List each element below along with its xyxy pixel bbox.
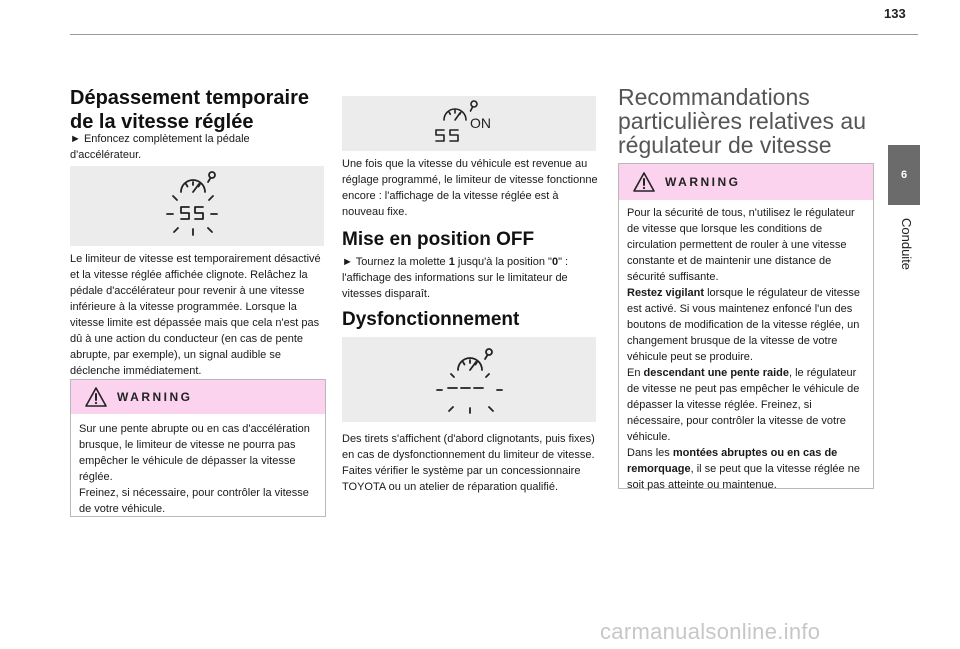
heading-off: Mise en position OFF bbox=[342, 229, 535, 250]
warning-triangle-icon bbox=[85, 387, 107, 407]
step-off: ► Tournez la molette 1 jusqu'à la position "0" : l'affichage des informations sur le limitateur de vitesses disparaît. bbox=[342, 256, 569, 300]
warning-climb-text: Dans les montées abruptes ou en cas de remorquage, il se peut que la vitesse réglée ne soit pas atteinte ou maintenue. bbox=[627, 447, 860, 491]
warning-safety-text: Pour la sécurité de tous, n'utilisez le régulateur de vitesse que lorsque les conditions de circulation permettent de rouler à une vitesse constante et de maintenir une distance de sécurité suffisante. bbox=[627, 207, 855, 283]
warning-vigilant-text: Restez vigilant lorsque le régulateur de vitesse est activé. Si vous maintenez enfoncé l'un des boutons de modification de la vitesse réglée, un changement brusque de la vitesse de votre véhicule peut se produire. bbox=[627, 287, 860, 363]
limiter-on-illustration bbox=[342, 96, 596, 151]
warning-box-cruise bbox=[618, 163, 874, 489]
heading-malfunction: Dysfonctionnement bbox=[342, 309, 520, 330]
step-accelerator: ► Enfoncez complètement la pédale d'accélérateur. bbox=[70, 133, 250, 161]
warning-title: WARNING bbox=[665, 175, 741, 189]
speed-limiter-fault-icon bbox=[409, 340, 529, 420]
body-override: Le limiteur de vitesse est temporairement désactivé et la vitesse réglée affichée clignote. Relâchez la pédale d'accélérateur pour revenir à une vitesse inférieure à la vitesse programmée. Lorsque la vitesse limite est dépassée mais que cela n'est pas dû à une action du conducteur (en cas de pente abrupte, par exemple), un signal audible se déclenche immédiatement. bbox=[70, 253, 321, 377]
warning-title: WARNING bbox=[117, 390, 193, 404]
warning-triangle-icon bbox=[633, 172, 655, 192]
warning-text-1: Sur une pente abrupte ou en cas d'accélération brusque, le limiteur de vitesse ne pourra pas empêcher le véhicule de dépasser la vitesse réglée. bbox=[79, 423, 310, 483]
limiter-fault-illustration bbox=[342, 337, 596, 422]
chapter-tab[interactable] bbox=[888, 145, 920, 205]
limiter-flashing-illustration bbox=[70, 166, 324, 246]
speed-limiter-flashing-icon bbox=[137, 168, 257, 244]
watermark: carmanualsonline.info bbox=[600, 619, 821, 644]
body-resume: Une fois que la vitesse du véhicule est revenue au réglage programmé, le limiteur de vitesse fonctionne encore : l'affichage de la vitesse réglée est à nouveau fixe. bbox=[342, 158, 598, 218]
warning-box-slope bbox=[70, 379, 326, 517]
limiter-on-status: ON bbox=[470, 114, 491, 131]
warning-descent-text: En descendant une pente raide, le régulateur de vitesse ne peut pas empêcher le véhicule de dépasser la vitesse réglée. Freinez, si nécessaire, pour contrôler la vitesse de votre véhicule. bbox=[627, 367, 860, 443]
speed-limiter-on-icon bbox=[414, 98, 524, 150]
top-divider bbox=[70, 34, 918, 35]
page-number: 133 bbox=[884, 6, 906, 21]
heading-recommendations: Recommandations particulières relatives au régulateur de vitesse bbox=[618, 84, 867, 158]
chapter-label: Conduite bbox=[899, 218, 914, 271]
body-malfunction: Des tirets s'affichent (d'abord clignotants, puis fixes) en cas de dysfonctionnement du limiteur de vitesse. Faites vérifier le système par un concessionnaire TOYOTA ou un atelier de réparation qualifié. bbox=[342, 433, 595, 493]
heading-temporary-override: Dépassement temporaire de la vitesse réglée bbox=[70, 87, 309, 133]
warning-text-2: Freinez, si nécessaire, pour contrôler la vitesse de votre véhicule. bbox=[79, 487, 309, 515]
warning-header bbox=[71, 380, 325, 414]
chapter-number: 6 bbox=[900, 169, 908, 181]
warning-header bbox=[619, 164, 873, 200]
